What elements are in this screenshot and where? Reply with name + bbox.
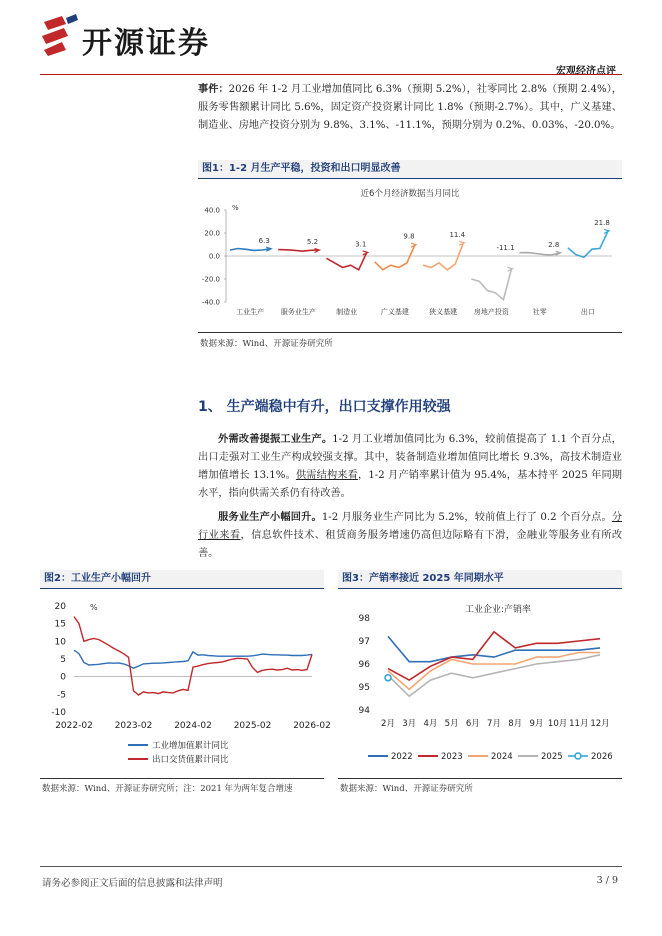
- chart1-xtick: 工业生产: [236, 308, 265, 316]
- fig3-title: 图3：产销率接近 2025 年同期水平: [342, 573, 504, 584]
- chart1-ytick: -40.0: [201, 298, 220, 307]
- chart3-legend-marker: [575, 753, 581, 759]
- chart3-legend-label: 2023: [441, 752, 463, 762]
- chart3-legend-label: 2022: [391, 752, 413, 762]
- chart3-legend-label: 2025: [541, 752, 563, 762]
- chart2-xtick: 2025-02: [233, 721, 272, 731]
- chart1-data-label: 9.8: [403, 232, 415, 241]
- event-paragraph: [198, 80, 622, 135]
- chart1-xtick: 制造业: [336, 308, 358, 316]
- chart1-series-line: [568, 231, 608, 257]
- chart3-xtick: 6月: [465, 719, 480, 729]
- event-text: 2026 年 1-2 月工业增加值同比 6.3%（预期 5.2%），社零同比 2.8%（预期 2.4%），服务零售额累计同比 5.6%，固定资产投资累计同比 1.8%（预期-2.7%）。其中，广义基建、制造业、房地产投资分别为 9.8%、3.1%、-11.1%，预期分别为 0.2%、0.03%、-20.0%。: [198, 84, 623, 131]
- chart1-series-line: [327, 252, 367, 269]
- chart2-xtick: 2022-02: [55, 721, 93, 731]
- chart1-data-label: -11.1: [496, 244, 515, 252]
- chart1-series-line: [471, 269, 511, 300]
- chart1-series-arrow: [363, 251, 368, 255]
- chart1-xtick: 出口: [580, 308, 595, 316]
- chart1-data-label: 3.1: [355, 240, 367, 249]
- page-number: 3 / 9: [596, 875, 618, 886]
- chart1-data-label: 6.3: [258, 236, 270, 245]
- para-industrial: [198, 430, 622, 503]
- fig2-chart: [40, 592, 331, 772]
- chart1-series-line: [423, 243, 463, 270]
- chart1-data-label: 11.4: [449, 230, 466, 239]
- chart1-xtick: 狭义基建: [429, 308, 458, 316]
- chart2-ytick: 20: [54, 602, 66, 612]
- fig1-title: 图1：1-2 月生产平稳，投资和出口明显改善: [202, 163, 401, 174]
- chart3-xtick: 11月: [569, 719, 589, 729]
- chart3-xtick: 7月: [487, 719, 501, 729]
- fig1-chart: [198, 180, 622, 326]
- chart3-xtick: 12月: [590, 719, 610, 729]
- chart2-legend-label: 出口交货值累计同比: [152, 755, 229, 765]
- fig2-source: 数据来源：Wind、开源证券研究所；注：2021 年为两年复合增速: [42, 784, 293, 794]
- para1-text-a: 1-2 月工业增加值同比为 6.3%，较前值提高了 1.1 个百分点，出口走强对工业生产构成较强支撑。其中，装备制造业增加值同比增长 9.3%，高技术制造业增加值增长 13.1%。: [198, 434, 622, 481]
- chart2-xtick: 2023-02: [114, 721, 153, 731]
- chart2-xtick: 2026-02: [293, 721, 331, 731]
- chart2-series-line: [74, 617, 312, 695]
- fig2-title-bar: [40, 570, 324, 589]
- chart1-title: 近6个月经济数据当月同比: [360, 189, 460, 199]
- chart3-xtick: 2月: [381, 719, 395, 729]
- fig3-source-rule: [338, 778, 622, 779]
- fig3-title-bar: [338, 570, 622, 589]
- chart3-legend-label: 2026: [591, 752, 613, 762]
- chart1-series-line: [230, 249, 270, 251]
- chart3-ytick: 95: [358, 683, 370, 693]
- chart1-xtick: 服务业生产: [280, 308, 316, 316]
- fig1-source-rule: [198, 332, 622, 333]
- footer-disclaimer: 请务必参阅正文后面的信息披露和法律声明: [42, 878, 223, 889]
- chart2-series-line: [74, 650, 312, 668]
- chart3-series-point: [385, 675, 391, 681]
- chart1-ytick: 0.0: [208, 252, 220, 261]
- fig2-source-rule: [40, 778, 324, 779]
- chart2-ytick: 5: [60, 655, 66, 665]
- event-lead: 事件：: [198, 83, 229, 95]
- section-title: 1、 生产端稳中有升，出口支撑作用较强: [198, 399, 451, 415]
- chart1-xtick: 房地产投资: [473, 308, 509, 316]
- chart3-ytick: 97: [358, 637, 370, 647]
- chart1-xtick: 广义基建: [380, 308, 409, 316]
- fig3-chart: [338, 592, 622, 772]
- brand-name: 开源证券: [82, 26, 210, 61]
- chart1-series-line: [375, 245, 415, 270]
- para-services: [198, 508, 622, 563]
- footer-rule: [40, 866, 622, 867]
- chart2-ylabel: %: [90, 603, 98, 612]
- para1-underline: 供需结构来看: [295, 470, 358, 481]
- chart1-data-label: 21.8: [594, 218, 610, 227]
- fig1-title-bar: [198, 160, 622, 179]
- chart3-ytick: 96: [358, 660, 370, 670]
- chart1-ytick: 20.0: [204, 229, 220, 238]
- chart2-ytick: -10: [51, 708, 66, 718]
- chart1-ytick: 40.0: [204, 206, 220, 215]
- para2-underline: 分行业来看: [198, 512, 622, 541]
- chart3-legend-label: 2024: [491, 752, 513, 762]
- fig3-source: 数据来源：Wind、开源证券研究所: [340, 784, 473, 794]
- para2-lead: 服务业生产小幅回升。: [218, 511, 322, 523]
- chart2-ytick: -5: [57, 690, 66, 701]
- chart3-ytick: 94: [358, 706, 370, 716]
- chart1-ytick: -20.0: [201, 275, 220, 284]
- chart1-ylabel: %: [232, 204, 239, 212]
- chart3-series-line: [388, 653, 600, 690]
- chart1-data-label: 5.2: [306, 238, 319, 247]
- para1-lead: 外需改善提振工业生产。: [218, 433, 333, 445]
- chart2-ytick: 10: [54, 637, 66, 648]
- chart1-series-arrow: [459, 241, 464, 245]
- chart1-series-line: [520, 253, 560, 255]
- chart3-xtick: 9月: [529, 719, 544, 729]
- chart1-series-line: [278, 250, 318, 252]
- para1-text-b: ，1-2 月产销率累计值为 95.4%，基本持平 2025 年同期水平，指向供需关系仍有待改善。: [198, 470, 622, 499]
- chart2-legend-label: 工业增加值累计同比: [152, 741, 229, 751]
- chart2-ytick: 15: [54, 619, 66, 630]
- chart3-xtick: 3月: [402, 719, 417, 729]
- para2-text-a: 1-2 月服务业生产同比为 5.2%，较前值上行了 0.2 个百分点。: [321, 512, 612, 523]
- chart3-xtick: 10月: [547, 719, 568, 729]
- chart3-ytick: 98: [358, 614, 370, 624]
- chart3-xtick: 5月: [444, 719, 459, 729]
- chart3-series-line: [388, 636, 600, 661]
- fig1-source: 数据来源：Wind、开源证券研究所: [200, 339, 333, 349]
- chart3-title: 工业企业:产销率: [464, 605, 532, 615]
- chart2-xtick: 2024-02: [174, 721, 212, 731]
- chart2-ytick: 0: [60, 672, 66, 683]
- report-type: 宏观经济点评: [556, 66, 616, 77]
- para2-text-b: ，信息软件技术、租赁商务服务增速仍高但边际略有下滑，金融业等服务业有所改善。: [198, 530, 623, 559]
- chart3-xtick: 8月: [508, 719, 523, 729]
- header-rule: [40, 74, 622, 75]
- chart1-series-arrow: [411, 243, 416, 247]
- chart1-data-label: 2.8: [548, 240, 560, 249]
- chart1-series-arrow: [604, 229, 609, 233]
- fig2-title: 图2：工业生产小幅回升: [44, 573, 151, 584]
- chart3-xtick: 4月: [423, 719, 438, 729]
- chart1-xtick: 社零: [532, 308, 547, 316]
- brand-logo-mark: [40, 14, 80, 58]
